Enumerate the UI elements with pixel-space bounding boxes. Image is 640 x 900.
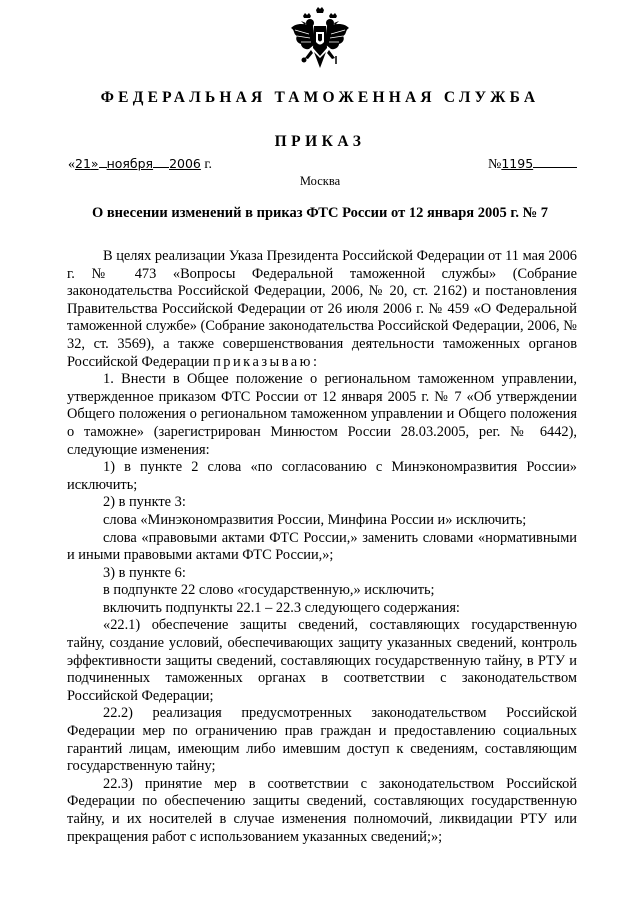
date-suffix: г. [200,157,213,172]
date-open-quote: « [68,157,75,172]
preamble-text: В целях реализации Указа Президента Российской Федерации от 11 мая 2006 г. № 473 «Вопросы Федеральной таможенной службы» (Собрание законодательства Российской Федерации, 2006, № 20, ст. 2162) и постановления Правительства Российской Федерации от 26 июля 2006 г. № 459 «О Федеральной таможенной службе» (Собрание законодательства Российской Федерации, 2006, № 32, ст. 3569), а также совершенствования деятельности таможенных органов Российской Федерации [67,248,577,370]
document-body [67,248,577,846]
document-type: ПРИКАЗ [274,133,366,150]
paragraph-item-1: 1. Внести в Общее положение о региональном таможенном управлении, утвержденное приказом ФТС России от 12 января 2005 г. № 7 «Об утверждении Общего положения о региональном таможенном управлении и Общего положения о таможне» (зарегистрирован Минюстом России 28.03.2005, рег. № 6442), следующие изменения: [67,371,577,458]
paragraph-subitem-3: 3) в пункте 6: [103,564,186,581]
paragraph-text: слова «правовыми актами ФТС России,» заменить словами «нормативными и иными правовыми актами ФТС России,»; [67,529,577,564]
paragraph-22-3: 22.3) принятие мер в соответствии с законодательством Российской Федерации по обеспечению защиты сведений, составляющих государственную тайну, и их носителей в случае изменения полномочий, ликвидации РТУ или прекращения работ с использованием указанных сведений;»; [67,775,577,845]
preamble-end: : [312,353,317,370]
date-close-quote: » [90,156,99,171]
paragraph-22-2: 22.2) реализация предусмотренных законодательством Российской Федерации мер по ограничению прав граждан и предоставлению социальных гарантий лицам, имеющим либо имевшим доступ к сведениям, составляющим государственную тайну; [67,705,577,775]
city: Москва [299,174,341,188]
number-value: 1195 [501,156,534,171]
paragraph-22-1: «22.1) обеспечение защиты сведений, составляющих государственную тайну, создание условий, обеспечивающих защиту указанных сведений, контроль эффективности защиты сведений, составляющих государственную тайну, в РТУ и подчиненных таможенных органах в соответствии с законодательством Российской Федерации; [67,617,577,704]
paragraph-text: слова «Минэкономразвития России, Минфина России и» исключить; [103,511,527,528]
number-underline [533,155,577,168]
paragraph-subitem-1: 1) в пункте 2 слова «по согласованию с Минэкономразвития России» исключить; [67,459,577,493]
paragraph-preamble [67,248,577,371]
order-date [68,155,212,173]
date-underline [99,155,107,168]
date-underline [153,155,169,168]
coat-of-arms-icon [289,6,351,72]
paragraph-subitem-2: 2) в пункте 3: [103,494,186,511]
date-month: ноября [106,156,154,171]
document-heading: О внесении изменений в приказ ФТС России от 12 января 2005 г. № 7 [91,205,549,221]
agency-name: ФЕДЕРАЛЬНАЯ ТАМОЖЕННАЯ СЛУЖБА [100,89,540,106]
date-day: 21 [75,156,91,171]
order-word: приказываю [213,353,313,370]
order-number [488,155,577,173]
paragraph-text: включить подпункты 22.1 – 22.3 следующего содержания: [103,599,460,616]
date-year: 2006 [169,156,201,171]
paragraph-text: в подпункте 22 слово «государственную,» исключить; [103,582,435,599]
number-label: № [488,157,502,172]
